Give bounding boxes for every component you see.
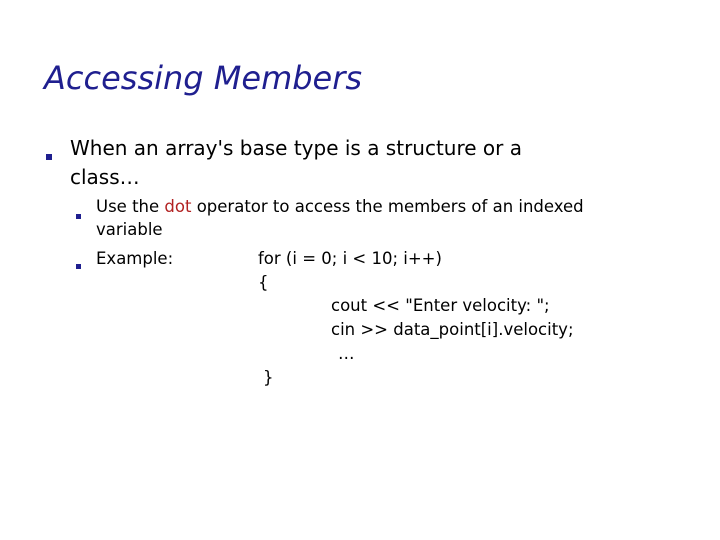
code-line-ellipsis: …: [338, 344, 355, 363]
code-line-for: for (i = 0; i < 10; i++): [258, 249, 442, 268]
bullet-marker: [46, 154, 52, 160]
example-label: Example:: [96, 249, 174, 268]
code-line-open-brace: {: [258, 273, 269, 292]
bullet-1-line-1: When an array's base type is a structure or a: [70, 136, 523, 160]
code-line-cin: cin >> data_point[i].velocity;: [331, 320, 574, 339]
bullet-1-line-2: class…: [70, 165, 140, 189]
sub-bullet-1-before: Use the: [96, 197, 165, 216]
dot-keyword: dot: [164, 197, 192, 216]
code-line-cout: cout << "Enter velocity: ";: [331, 296, 550, 315]
code-line-close-brace: }: [263, 368, 274, 387]
sub-bullet-marker: [76, 264, 81, 269]
sub-bullet-1-after: operator to access the members of an indexed: [191, 197, 584, 216]
slide-title: Accessing Members: [44, 59, 363, 97]
sub-bullet-marker: [76, 214, 81, 219]
sub-bullet-1-line-1: [96, 195, 584, 218]
sub-bullet-1-line-2: variable: [96, 220, 163, 239]
